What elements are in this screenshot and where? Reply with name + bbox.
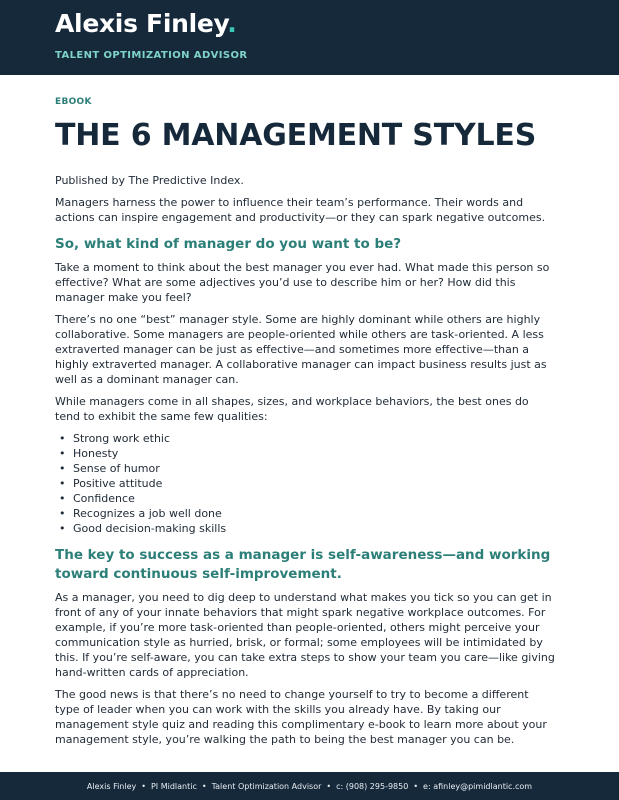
footer-phone: c: (908) 295-9850	[336, 781, 409, 791]
qualities-list	[55, 431, 555, 536]
paragraph-best-manager: Take a moment to think about the best manager you ever had. What made this person so effective? What are some adjectives you’d use to describe him or her? How did this manager make you feel?	[55, 261, 550, 304]
footer-email: e: afinley@pimidlantic.com	[423, 781, 533, 791]
contact-line	[87, 782, 532, 791]
paragraph-no-best-style: There’s no one “best” manager style. Some are highly dominant while others are highly collaborative. Some managers are people-oriented while others are task-oriented. A less extraverted manager can be just as effective—and sometimes more effective—than a highly extraverted manager. A collaborative manager can impact business results just as well as a dominant manager can.	[55, 313, 547, 386]
footer-separator: •	[141, 781, 146, 791]
section-heading-manager-type: So, what kind of manager do you want to be?	[55, 236, 402, 252]
footer-name: Alexis Finley	[86, 781, 137, 791]
list-item: • Good decision-making skills	[55, 521, 555, 536]
list-item: • Strong work ethic	[55, 431, 555, 446]
footer-separator: •	[326, 781, 332, 791]
footer-separator: •	[413, 781, 419, 791]
footer-separator: •	[201, 781, 207, 791]
paragraph-dig-deep: As a manager, you need to dig deep to understand what makes you tick so you can get in front of any of your innate behaviors that might spark negative workplace outcomes. For example, if you’re more task-oriented than people-oriented, others might perceive your communication style as hurried, brisk, or formal; some employees will be intimidated by this. If you’re self-aware, you can take extra steps to show your team you care—like giving hand-written cards of appreciation.	[55, 591, 555, 679]
document-title: THE 6 MANAGEMENT STYLES	[55, 118, 537, 153]
list-item: • Recognizes a job well done	[55, 506, 555, 521]
page-footer	[0, 772, 619, 800]
advisor-role: TALENT OPTIMIZATION ADVISOR	[55, 50, 248, 61]
paragraph-good-news: The good news is that there’s no need to change yourself to try to become a different type of leader when you can work with the skills you already have. By taking our management style quiz and reading this complimentary e-book to learn more about your management style, you’re walking the path to being the best manager you can be.	[55, 688, 547, 746]
publisher-line: Published by The Predictive Index.	[55, 174, 244, 187]
name-accent-dot: .	[227, 9, 237, 38]
footer-company: PI Midlantic	[150, 781, 197, 791]
paragraph-qualities-intro: While managers come in all shapes, sizes, and workplace behaviors, the best ones do tend to exhibit the same few qualities:	[55, 395, 529, 423]
document-body	[55, 95, 555, 747]
section-heading-self-awareness: The key to success as a manager is self-awareness—and working toward continuous self-improvement.	[55, 547, 551, 582]
list-item: • Confidence	[55, 491, 555, 506]
page-header	[0, 0, 619, 75]
list-item: • Honesty	[55, 446, 555, 461]
list-item: • Positive attitude	[55, 476, 555, 491]
document-type-label: EBOOK	[55, 97, 92, 107]
footer-role: Talent Optimization Advisor	[211, 781, 322, 791]
list-item: • Sense of humor	[55, 461, 555, 476]
intro-paragraph: Managers harness the power to influence their team’s performance. Their words and actions can inspire engagement and productivity—or they can spark negative outcomes.	[55, 196, 546, 224]
advisor-name: Alexis Finley.	[55, 9, 237, 38]
